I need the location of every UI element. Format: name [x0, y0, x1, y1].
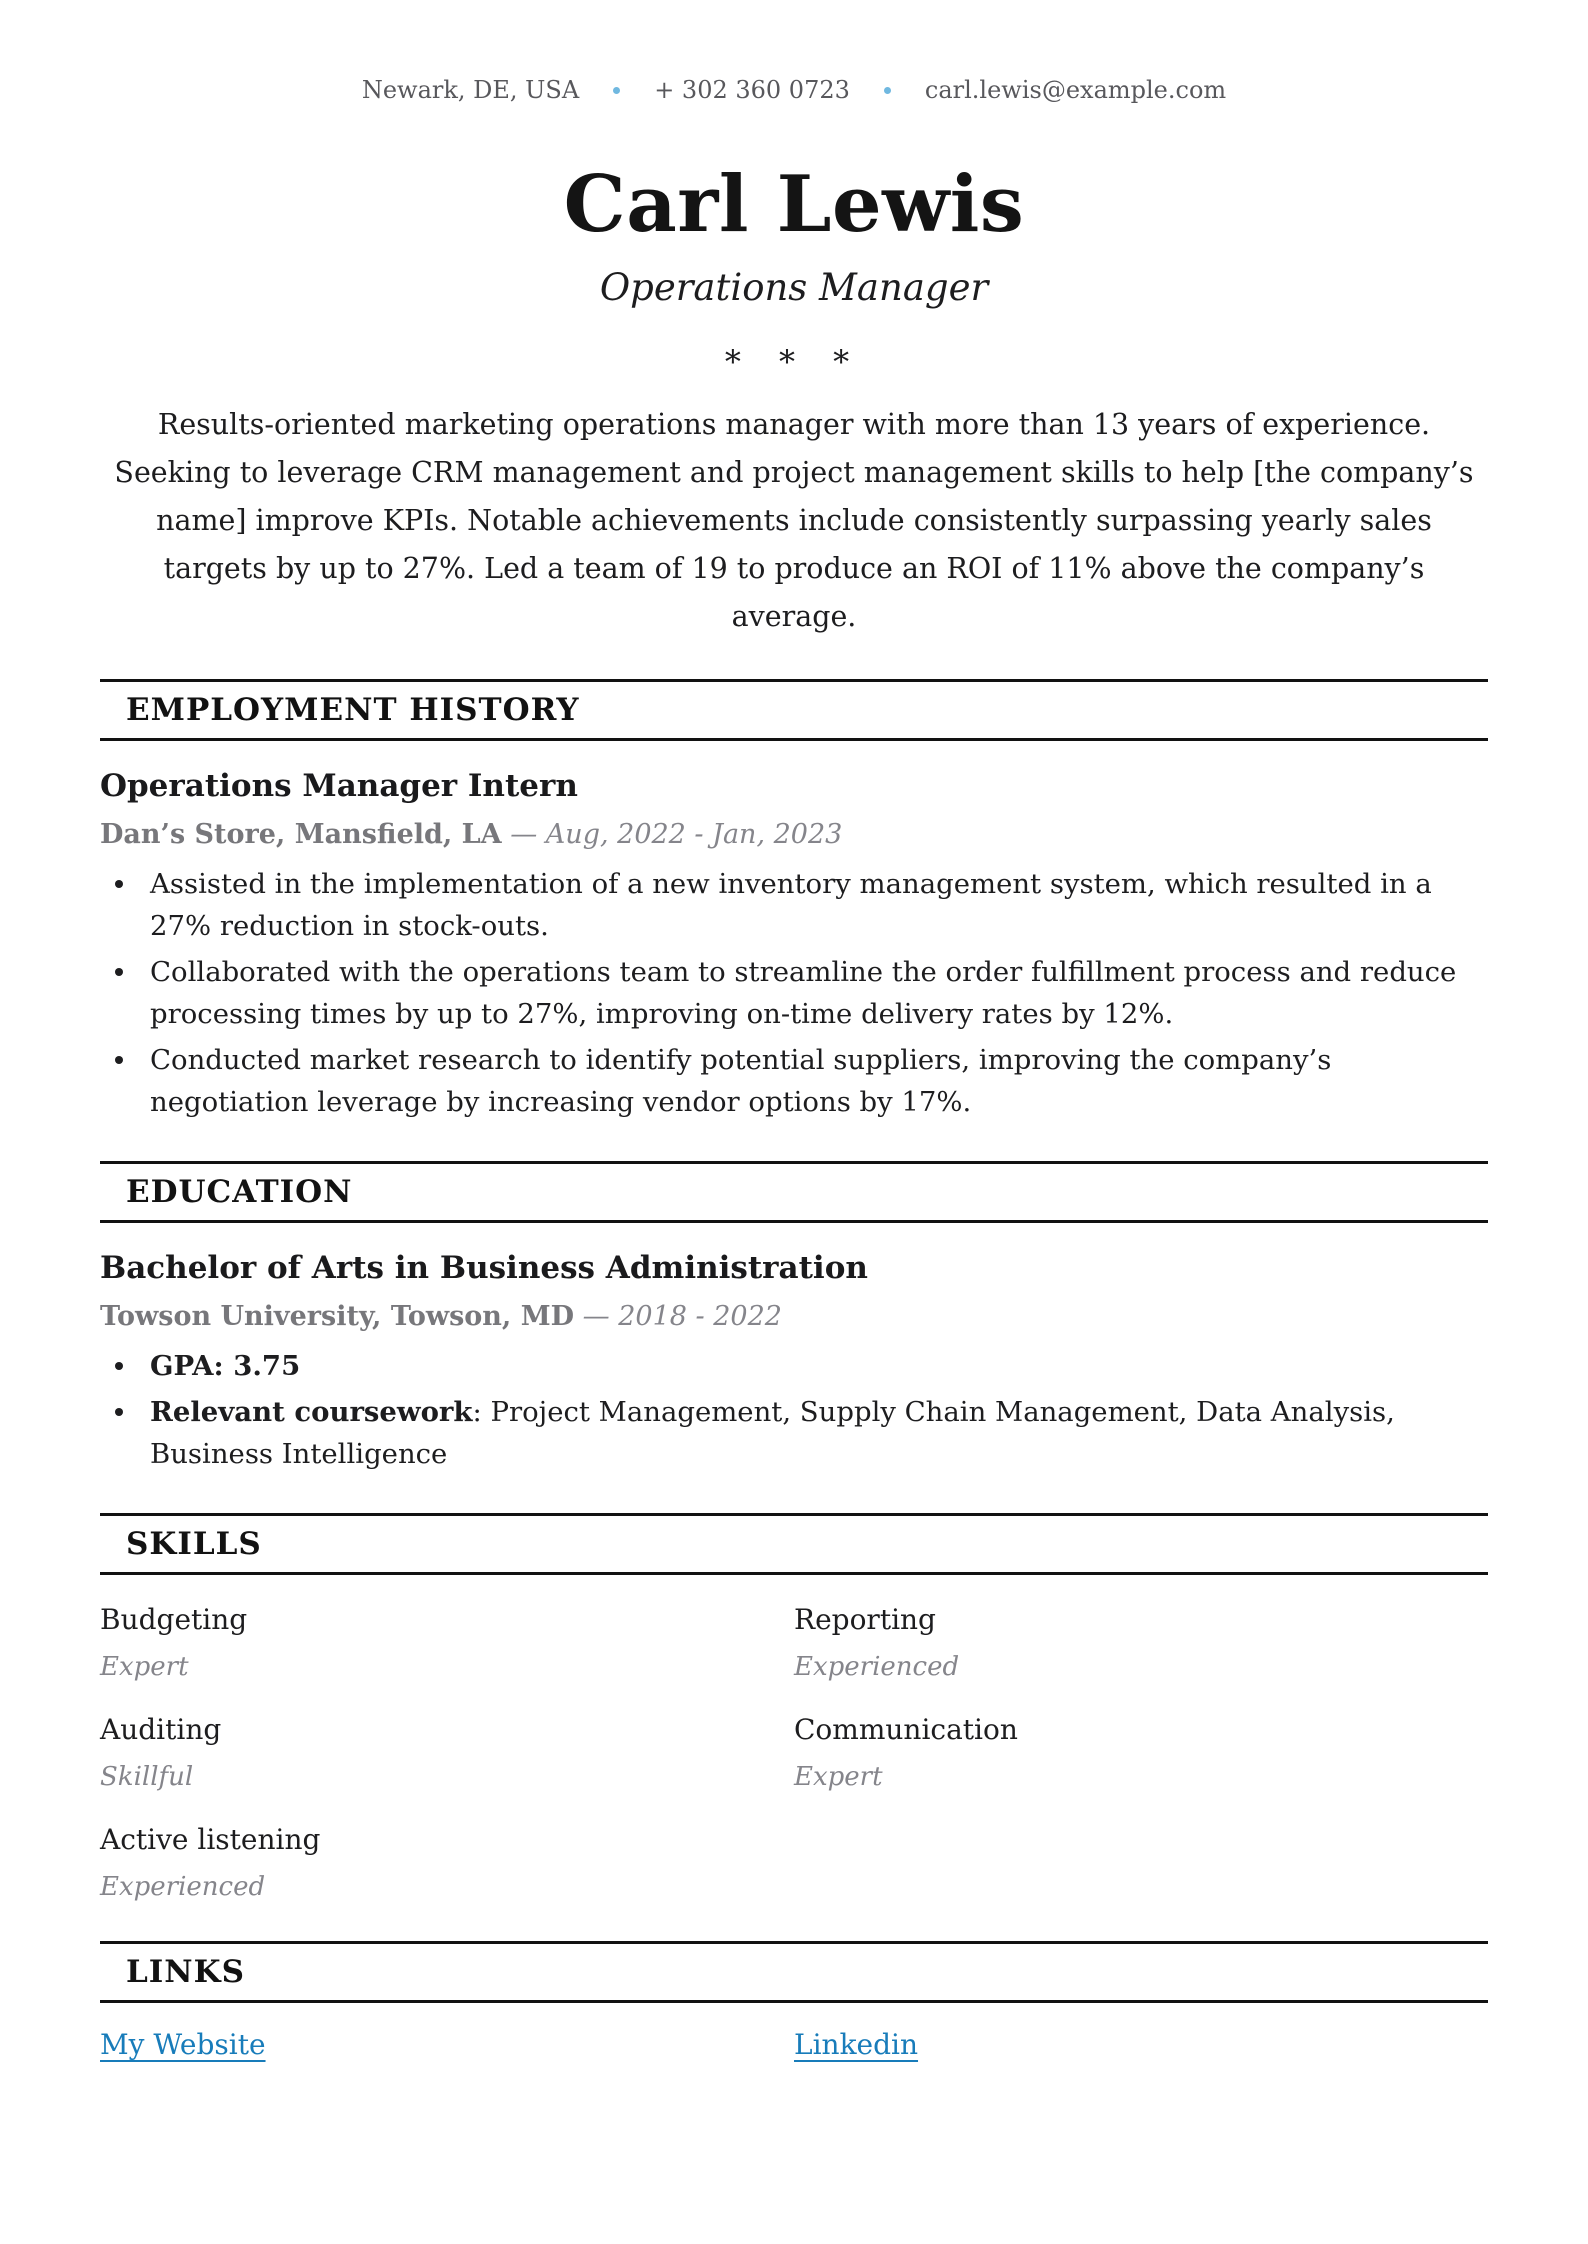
contact-email: carl.lewis@example.com [924, 76, 1227, 104]
skill-level: Skillful [100, 1762, 194, 1792]
skill-name: Active listening [100, 1823, 321, 1856]
skill-name: Budgeting [100, 1603, 248, 1636]
section-employment-history [100, 679, 1488, 1123]
skill-item [100, 1603, 794, 1683]
education-meta [100, 1301, 1488, 1333]
skill-name: Communication [794, 1713, 1018, 1746]
stars-divider: * * * [724, 343, 864, 381]
links-grid [100, 2027, 1488, 2063]
skill-item [100, 1823, 794, 1903]
education-bullet-label: Relevant coursework [150, 1396, 473, 1428]
skill-item [794, 1713, 1488, 1793]
degree-title: Bachelor of Arts in Business Administration [100, 1250, 868, 1286]
job-bullet: Conducted market research to identify potential suppliers, improving the company’s negotiation leverage by increasing vendor options by 17%. [100, 1039, 1488, 1123]
candidate-name: Carl Lewis [563, 159, 1025, 250]
skill-name: Reporting [794, 1603, 936, 1636]
skill-level: Experienced [794, 1652, 960, 1682]
education-bullet-label: GPA: 3.75 [150, 1350, 301, 1382]
job-title: Operations Manager Intern [100, 768, 578, 804]
skill-name: Auditing [100, 1713, 222, 1746]
section-links [100, 1941, 1488, 2063]
employment-history-heading: EMPLOYMENT HISTORY [100, 679, 1488, 741]
skills-heading: SKILLS [100, 1513, 1488, 1575]
education-school: Towson University, Towson, MD [100, 1301, 575, 1332]
link-linkedin[interactable]: Linkedin [794, 2028, 919, 2061]
education-bullet [100, 1391, 1488, 1475]
job-bullet-list [100, 863, 1488, 1123]
education-bullet-list [100, 1345, 1488, 1475]
link-my-website[interactable]: My Website [100, 2028, 266, 2061]
skill-level: Expert [794, 1762, 883, 1792]
links-heading: LINKS [100, 1941, 1488, 2003]
separator-dot-icon [613, 87, 620, 94]
section-skills [100, 1513, 1488, 1903]
skills-grid [100, 1603, 1488, 1903]
profile-summary: Results-oriented marketing operations manager with more than 13 years of experience. Seeking to leverage CRM management and project management skills to help [the company’s name] improve KPIs. Notable achievements include consistently surpassing yearly sales targets by up to 27%. Led a team of 19 to produce an ROI of 11% above the company’s average. [114, 408, 1474, 633]
education-heading: EDUCATION [100, 1161, 1488, 1223]
education-dates: — 2018 - 2022 [582, 1301, 782, 1332]
separator-dot-icon [884, 87, 891, 94]
education-bullet-text: : Project Management, Supply Chain Management, Data Analysis, Business Intelligence [150, 1396, 1395, 1470]
contact-phone: + 302 360 0723 [654, 76, 850, 104]
job-meta [100, 819, 1488, 851]
section-education [100, 1161, 1488, 1475]
skill-level: Expert [100, 1652, 189, 1682]
skill-item [794, 1603, 1488, 1683]
candidate-title: Operations Manager [599, 266, 989, 309]
contact-location: Newark, DE, USA [361, 76, 580, 104]
contact-bar [100, 0, 1488, 104]
job-bullet: Collaborated with the operations team to streamline the order fulfillment process and reduce processing times by up to 27%, improving on-time delivery rates by 12%. [100, 951, 1488, 1035]
job-company: Dan’s Store, Mansfield, LA [100, 819, 502, 850]
job-bullet: Assisted in the implementation of a new inventory management system, which resulted in a 27% reduction in stock-outs. [100, 863, 1488, 947]
skill-item [100, 1713, 794, 1793]
job-dates: — Aug, 2022 - Jan, 2023 [510, 819, 843, 850]
skill-level: Experienced [100, 1872, 266, 1902]
education-bullet [100, 1345, 1488, 1387]
